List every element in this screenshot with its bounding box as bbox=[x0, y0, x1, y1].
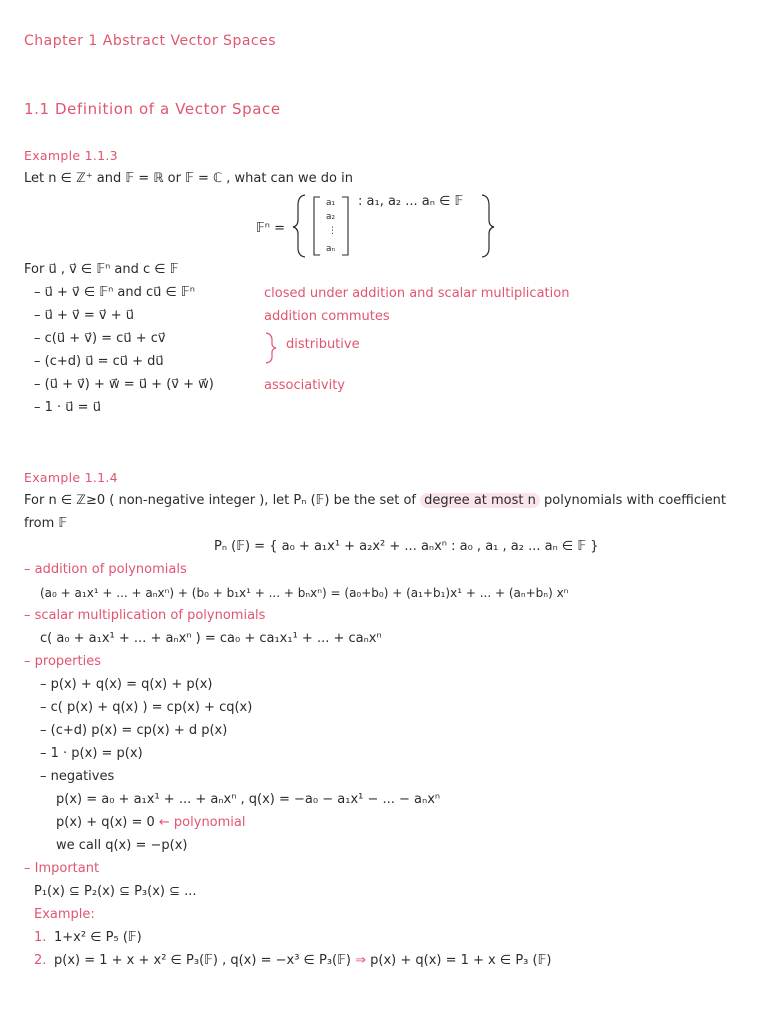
addition-equation: (a₀ + a₁x¹ + ... + aₙxⁿ) + (b₀ + b₁x¹ + ... + bₙxⁿ) = (a₀+b₀) + (a₁+b₁)x¹ + ... + (aₙ+bₙ) xⁿ bbox=[40, 586, 569, 600]
note-commutes: addition commutes bbox=[264, 309, 390, 324]
intro-continuation: from 𝔽 bbox=[24, 516, 68, 531]
example-part: p(x) + q(x) = 1 + x ∈ P₃ (𝔽) bbox=[370, 953, 552, 968]
example-item: 1+x² ∈ P₅ (𝔽) bbox=[54, 930, 142, 945]
vector-entry: ⋮ bbox=[328, 226, 337, 236]
property-item: – c(u⃗ + v⃗) = cu⃗ + cv⃗ bbox=[34, 331, 166, 346]
section-title: 1.1 Definition of a Vector Space bbox=[24, 100, 281, 118]
polynomial-set-definition: Pₙ (𝔽) = { a₀ + a₁x¹ + a₂x² + ... aₙxⁿ : a₀ , a₁ , a₂ ... aₙ ∈ 𝔽 } bbox=[214, 539, 599, 554]
examples-title: Example: bbox=[34, 907, 95, 922]
example-intro bbox=[24, 493, 726, 509]
negatives-line bbox=[56, 815, 246, 831]
properties-title: – properties bbox=[24, 654, 101, 669]
important-title: – Important bbox=[24, 861, 100, 876]
note-distributive: distributive bbox=[286, 337, 360, 352]
intro-part: polynomials with coefficient bbox=[544, 493, 726, 508]
property-item: – (u⃗ + v⃗) + w⃗ = u⃗ + (v⃗ + w⃗) bbox=[34, 377, 214, 392]
example-item bbox=[54, 953, 551, 969]
intro-part: For n ∈ ℤ≥0 ( non-negative integer ), let Pₙ (𝔽) be the set of bbox=[24, 493, 416, 508]
property-item: – c( p(x) + q(x) ) = cp(x) + cq(x) bbox=[40, 700, 253, 715]
negatives-sum: p(x) + q(x) = 0 bbox=[56, 815, 155, 830]
set-lhs: 𝔽ⁿ = bbox=[256, 221, 285, 236]
property-item: – (c+d) u⃗ = cu⃗ + du⃗ bbox=[34, 354, 164, 369]
highlight-degree: degree at most n bbox=[420, 493, 540, 508]
property-item: – p(x) + q(x) = q(x) + p(x) bbox=[40, 677, 213, 692]
polynomial-note: ← polynomial bbox=[158, 815, 246, 830]
property-item: – u⃗ + v⃗ = v⃗ + u⃗ bbox=[34, 308, 134, 323]
negatives-line: p(x) = a₀ + a₁x¹ + ... + aₙxⁿ , q(x) = −a₀ − a₁x¹ − ... − aₙxⁿ bbox=[56, 792, 441, 807]
addition-title: – addition of polynomials bbox=[24, 562, 187, 577]
note-associativity: associativity bbox=[264, 378, 345, 393]
set-condition: : a₁, a₂ ... aₙ ∈ 𝔽 bbox=[358, 194, 464, 209]
vector-entry: aₙ bbox=[326, 244, 336, 254]
example-intro: Let n ∈ ℤ⁺ and 𝔽 = ℝ or 𝔽 = ℂ , what can we do in bbox=[24, 171, 353, 186]
example-part: p(x) = 1 + x + x² ∈ P₃(𝔽) , q(x) = −x³ ∈ P₃(𝔽) bbox=[54, 953, 351, 968]
example-number: 1. bbox=[34, 930, 47, 945]
note-closed: closed under addition and scalar multiplication bbox=[264, 286, 570, 301]
for-line: For u⃗ , v⃗ ∈ 𝔽ⁿ and c ∈ 𝔽 bbox=[24, 262, 179, 277]
negatives-line: we call q(x) = −p(x) bbox=[56, 838, 188, 853]
vector-entry: a₂ bbox=[326, 212, 336, 222]
example-number: 2. bbox=[34, 953, 47, 968]
property-item: – u⃗ + v⃗ ∈ 𝔽ⁿ and cu⃗ ∈ 𝔽ⁿ bbox=[34, 285, 195, 300]
inclusion-chain: P₁(x) ⊆ P₂(x) ⊆ P₃(x) ⊆ ... bbox=[34, 884, 197, 899]
scalar-equation: c( a₀ + a₁x¹ + ... + aₙxⁿ ) = ca₀ + ca₁x₁¹ + ... + caₙxⁿ bbox=[40, 631, 382, 646]
example-label: Example 1.1.4 bbox=[24, 470, 118, 485]
property-item: – negatives bbox=[40, 769, 115, 784]
property-item: – (c+d) p(x) = cp(x) + d p(x) bbox=[40, 723, 228, 738]
vector-entry: a₁ bbox=[326, 198, 336, 208]
property-item: – 1 · u⃗ = u⃗ bbox=[34, 400, 101, 415]
chapter-title: Chapter 1 Abstract Vector Spaces bbox=[24, 33, 277, 49]
scalar-title: – scalar multiplication of polynomials bbox=[24, 608, 266, 623]
implies-arrow: ⇒ bbox=[355, 953, 366, 968]
example-label: Example 1.1.3 bbox=[24, 148, 118, 163]
property-item: – 1 · p(x) = p(x) bbox=[40, 746, 143, 761]
